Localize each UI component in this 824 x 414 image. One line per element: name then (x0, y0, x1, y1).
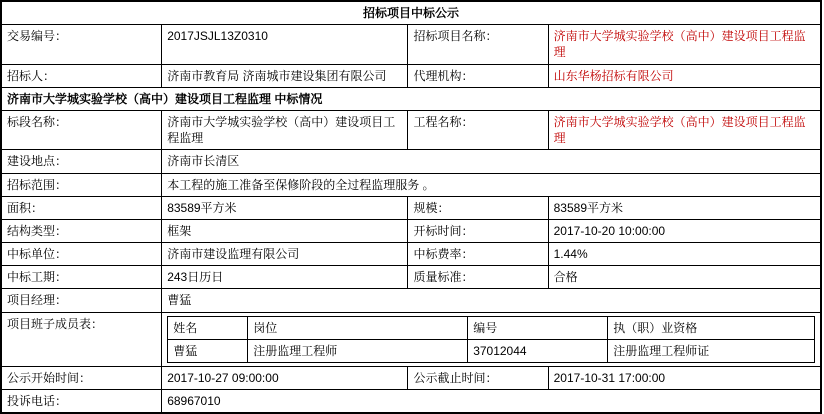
member-header-qualification: 执（职）业资格 (608, 316, 815, 339)
label-trade-no: 交易编号： (2, 25, 162, 64)
label-scale: 规模： (408, 196, 548, 219)
table-row (2, 110, 821, 149)
table-row (2, 367, 821, 390)
table-row (2, 196, 821, 219)
table-row (2, 150, 821, 173)
member-name: 曹猛 (168, 339, 248, 362)
value-tenderer: 济南市教育局 济南城市建设集团有限公司 (162, 64, 408, 87)
label-project-name: 招标项目名称： (408, 25, 548, 64)
label-bid-rate: 中标费率： (408, 243, 548, 266)
value-area: 83589平方米 (162, 196, 408, 219)
table-row (2, 390, 821, 413)
label-agency: 代理机构： (408, 64, 548, 87)
value-project-manager: 曹猛 (162, 289, 821, 312)
title-row (2, 2, 821, 25)
announcement-table (1, 1, 821, 413)
page-title: 招标项目中标公示 (2, 2, 821, 25)
label-publish-end: 公示截止时间： (408, 367, 548, 390)
table-row (2, 243, 821, 266)
value-engineering-name: 济南市大学城实验学校（高中）建设项目工程监理 (548, 110, 820, 149)
member-post: 注册监理工程师 (248, 339, 468, 362)
value-winner-unit: 济南市建设监理有限公司 (162, 243, 408, 266)
project-members-table (167, 316, 815, 363)
value-section-name: 济南市大学城实验学校（高中）建设项目工程监理 (162, 110, 408, 149)
table-row (2, 219, 821, 242)
member-table-cell (162, 312, 821, 366)
member-header-row (168, 316, 815, 339)
label-tenderer: 招标人： (2, 64, 162, 87)
member-table-row (2, 312, 821, 366)
table-row (2, 289, 821, 312)
section-heading: 济南市大学城实验学校（高中）建设项目工程监理 中标情况 (2, 87, 821, 110)
label-duration: 中标工期： (2, 266, 162, 289)
member-header-name: 姓名 (168, 316, 248, 339)
label-build-place: 建设地点： (2, 150, 162, 173)
section-header-row (2, 87, 821, 110)
value-structure-type: 框架 (162, 219, 408, 242)
member-row (168, 339, 815, 362)
label-open-time: 开标时间： (408, 219, 548, 242)
member-qualification: 注册监理工程师证 (608, 339, 815, 362)
member-header-code: 编号 (468, 316, 608, 339)
label-engineering-name: 工程名称： (408, 110, 548, 149)
label-complaint-phone: 投诉电话： (2, 390, 162, 413)
value-duration: 243日历日 (162, 266, 408, 289)
table-row (2, 173, 821, 196)
value-project-name: 济南市大学城实验学校（高中）建设项目工程监理 (548, 25, 820, 64)
label-bid-scope: 招标范围： (2, 173, 162, 196)
value-bid-rate: 1.44% (548, 243, 820, 266)
label-area: 面积： (2, 196, 162, 219)
value-quality-standard: 合格 (548, 266, 820, 289)
value-build-place: 济南市长清区 (162, 150, 821, 173)
label-section-name: 标段名称： (2, 110, 162, 149)
table-row (2, 25, 821, 64)
value-bid-scope: 本工程的施工准备至保修阶段的全过程监理服务 。 (162, 173, 821, 196)
table-row (2, 64, 821, 87)
value-open-time: 2017-10-20 10:00:00 (548, 219, 820, 242)
value-trade-no: 2017JSJL13Z0310 (162, 25, 408, 64)
label-quality-standard: 质量标准： (408, 266, 548, 289)
value-publish-end: 2017-10-31 17:00:00 (548, 367, 820, 390)
label-structure-type: 结构类型： (2, 219, 162, 242)
label-publish-start: 公示开始时间： (2, 367, 162, 390)
label-member-table: 项目班子成员表： (2, 312, 162, 366)
value-agency: 山东华杨招标有限公司 (548, 64, 820, 87)
value-complaint-phone: 68967010 (162, 390, 821, 413)
label-winner-unit: 中标单位： (2, 243, 162, 266)
member-code: 37012044 (468, 339, 608, 362)
value-publish-start: 2017-10-27 09:00:00 (162, 367, 408, 390)
table-row (2, 266, 821, 289)
value-scale: 83589平方米 (548, 196, 820, 219)
member-header-post: 岗位 (248, 316, 468, 339)
label-project-manager: 项目经理： (2, 289, 162, 312)
